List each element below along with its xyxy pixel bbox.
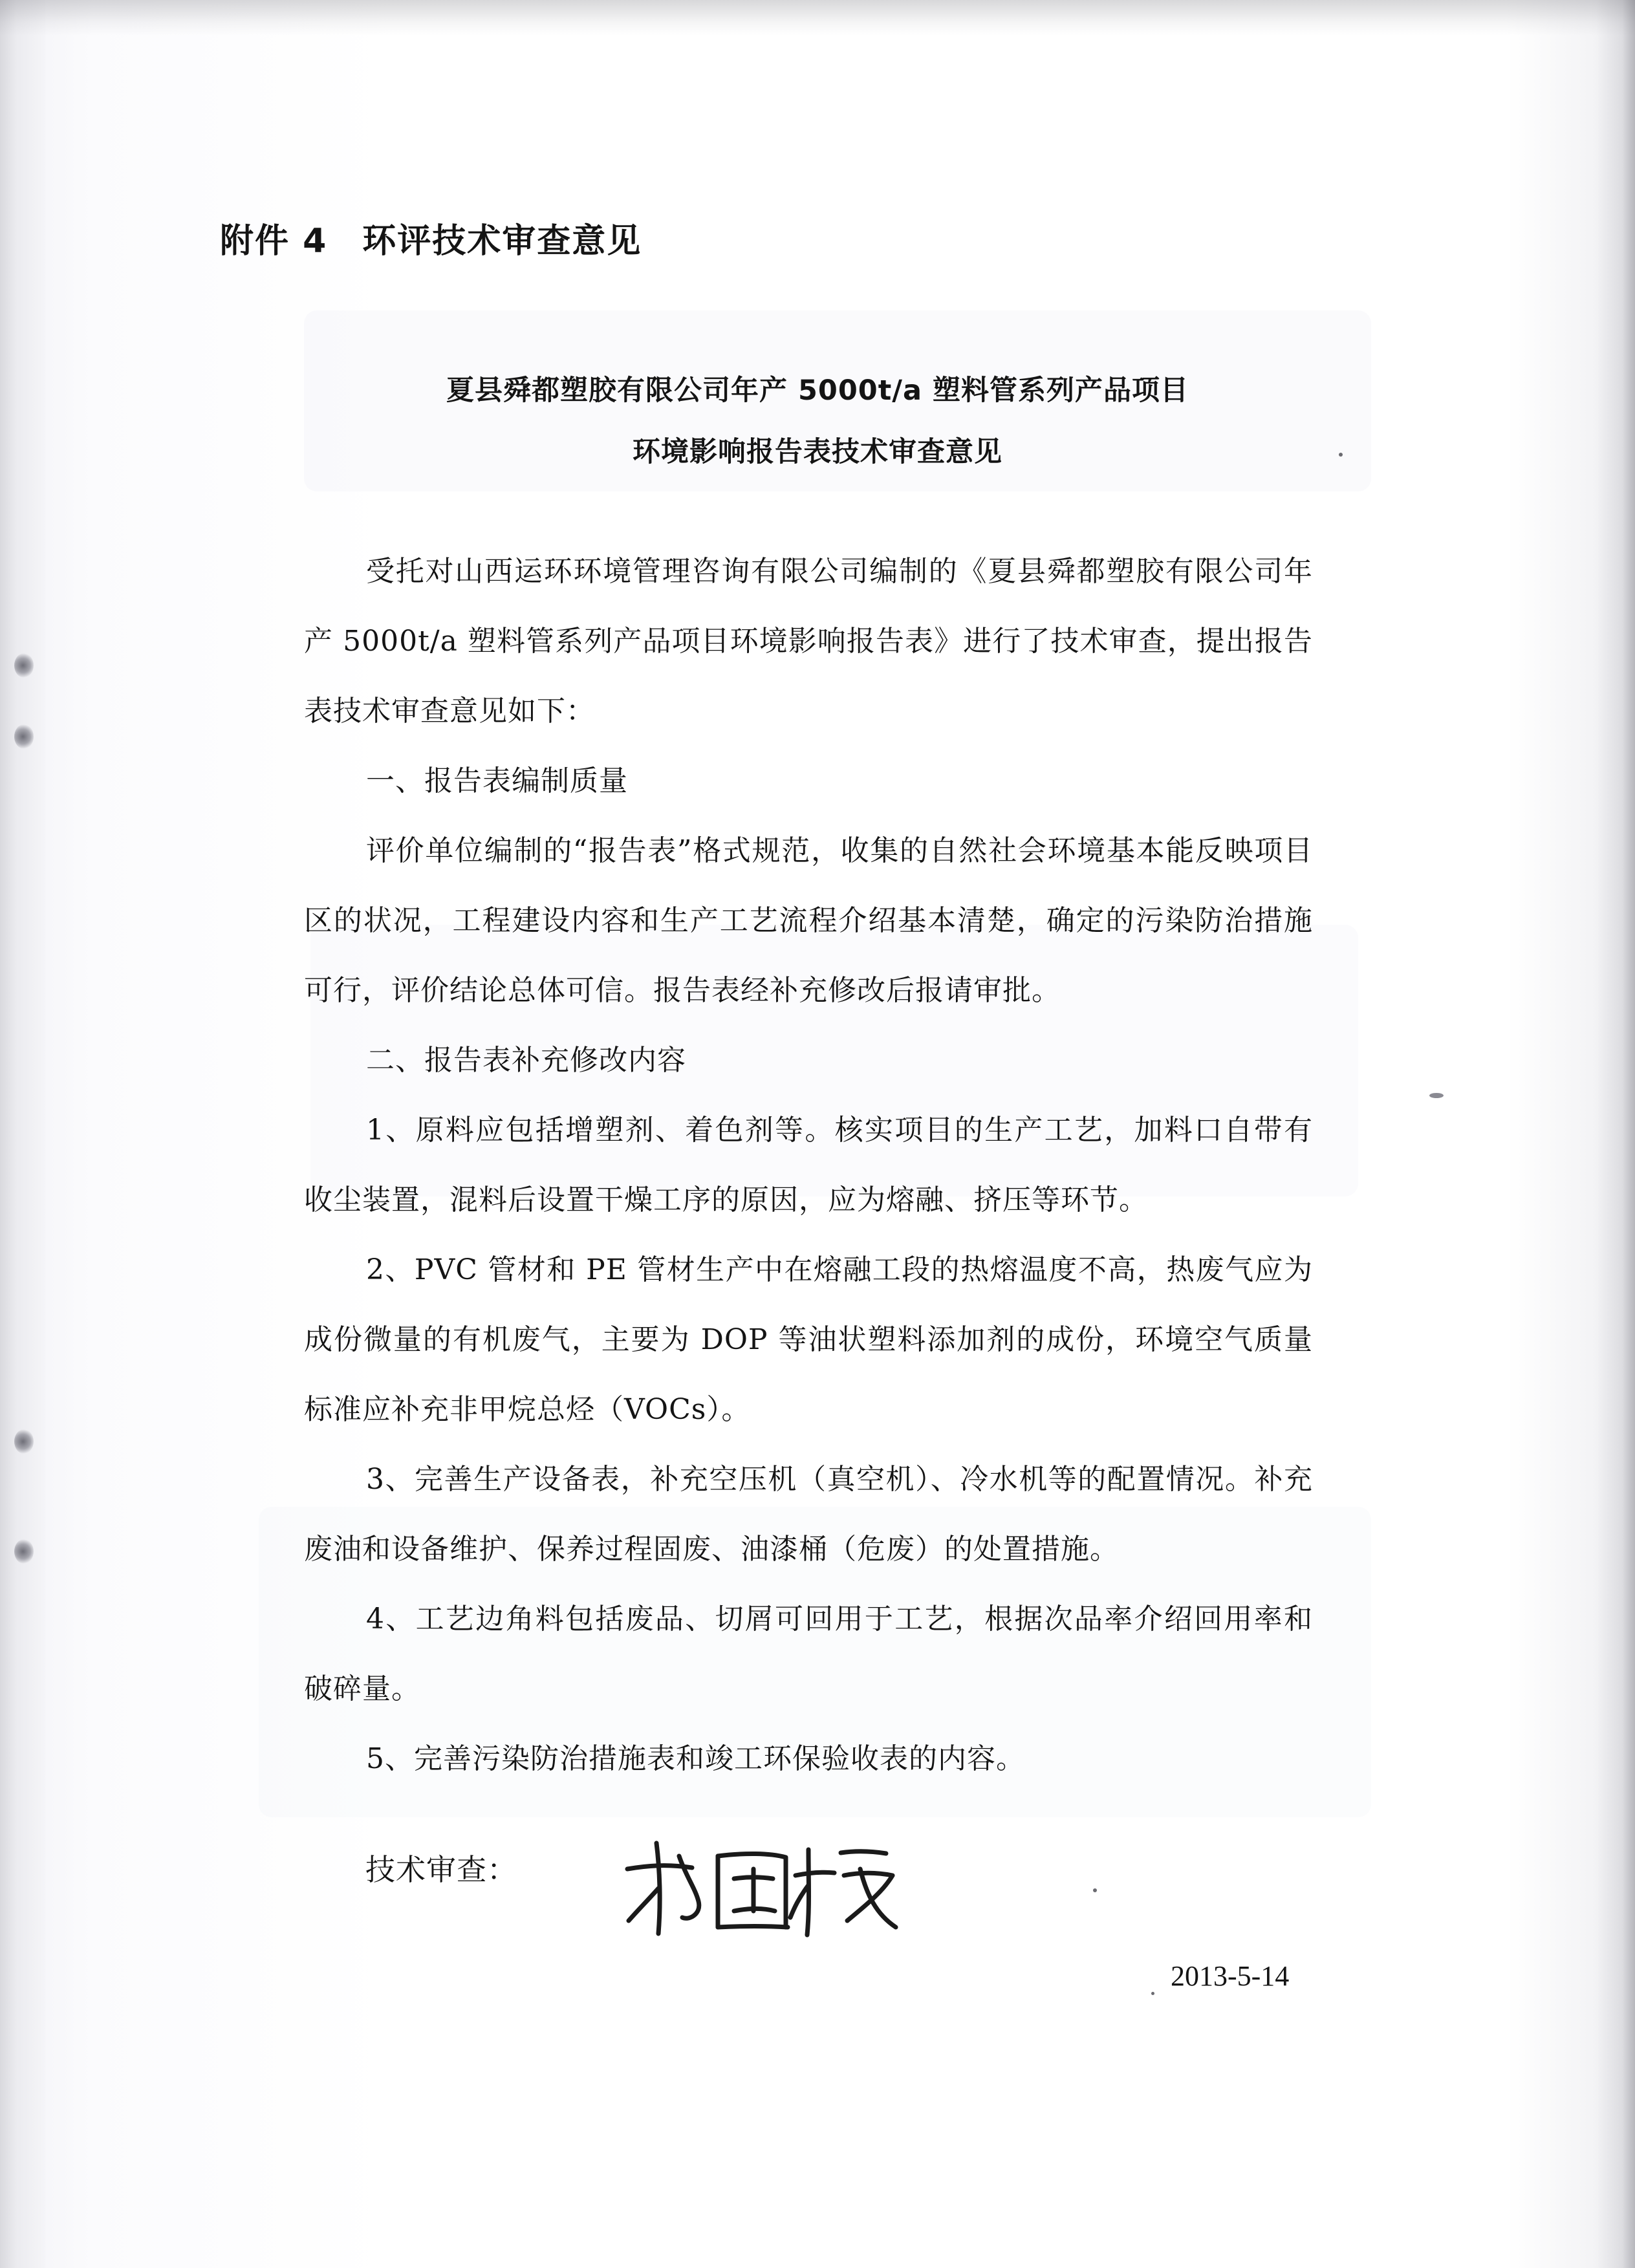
scan-speck bbox=[1093, 1888, 1097, 1892]
quality-paragraph: 评价单位编制的“报告表”格式规范，收集的自然社会环境基本能反映项目区的状况，工程建设内容和生产工艺流程介绍基本清楚，确定的污染防治措施可行，评价结论总体可信。报告表经补充修改后报请审批。 bbox=[304, 834, 1313, 1007]
revision-item-4: 4、工艺边角料包括废品、切屑可回用于工艺，根据次品率介绍回用率和破碎量。 bbox=[304, 1603, 1313, 1705]
binding-edge bbox=[0, 0, 45, 2268]
punch-hole bbox=[14, 653, 34, 678]
punch-hole bbox=[14, 1429, 34, 1454]
document-title-line-1: 夏县舜都塑胶有限公司年产 5000t/a 塑料管系列产品项目 bbox=[446, 374, 1189, 407]
document-title-line-2: 环境影响报告表技术审查意见 bbox=[633, 436, 1002, 468]
revision-item-2: 2、PVC 管材和 PE 管材生产中在熔融工段的热熔温度不高，热废气应为成份微量的有机废气，主要为 DOP 等油状塑料添加剂的成份，环境空气质量标准应补充非甲烷总烃（VOCs）。 bbox=[304, 1253, 1313, 1426]
page-right-edge bbox=[1596, 0, 1635, 2268]
document-date: 2013-5-14 bbox=[1171, 1960, 1290, 1992]
punch-hole bbox=[14, 1539, 34, 1564]
scan-speck bbox=[1429, 1093, 1444, 1098]
handwritten-signature bbox=[621, 1830, 899, 1940]
intro-paragraph: 受托对山西运环环境管理咨询有限公司编制的《夏县舜都塑胶有限公司年产 5000t/a 塑料管系列产品项目环境影响报告表》进行了技术审查，提出报告表技术审查意见如下： bbox=[304, 555, 1313, 728]
revision-item-3: 3、完善生产设备表，补充空压机（真空机）、冷水机等的配置情况。补充废油和设备维护、保养过程固废、油漆桶（危废）的处置措施。 bbox=[304, 1463, 1313, 1566]
section-heading-revisions: 二、报告表补充修改内容 bbox=[366, 1044, 686, 1077]
reviewer-label: 技术审查： bbox=[365, 1852, 517, 1887]
attachment-label: 附件 4 环评技术审查意见 bbox=[220, 222, 642, 261]
document-body bbox=[304, 537, 1313, 1794]
revision-item-1: 1、原料应包括增塑剂、着色剂等。核实项目的生产工艺，加料口自带有收尘装置，混料后设置干燥工序的原因，应为熔融、挤压等环节。 bbox=[304, 1114, 1313, 1216]
scan-speck bbox=[1339, 453, 1343, 457]
page-top-shadow bbox=[0, 0, 1635, 36]
section-heading-quality: 一、报告表编制质量 bbox=[366, 764, 628, 797]
punch-hole bbox=[14, 724, 34, 749]
revision-item-5: 5、完善污染防治措施表和竣工环保验收表的内容。 bbox=[366, 1742, 1025, 1775]
scan-speck bbox=[1151, 1992, 1154, 1995]
